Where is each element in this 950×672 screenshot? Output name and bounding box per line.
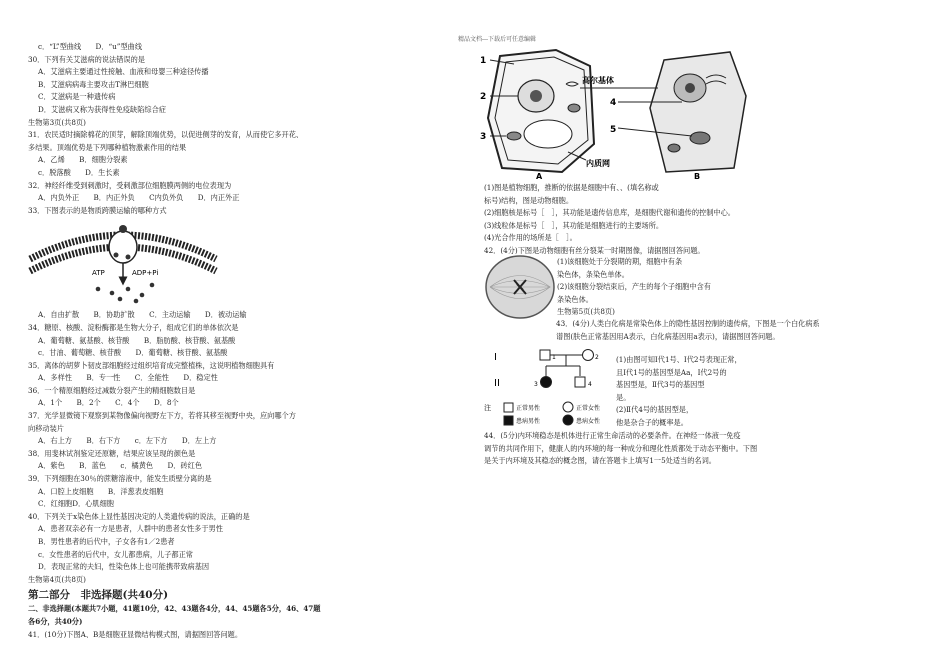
section-note-line2: 各6分，共40分) — [28, 616, 83, 626]
left-text-line: c．“L”型曲线 D．“u”型曲线 — [38, 42, 143, 51]
q43-text-line: (1)由图可知Ⅰ代1号、Ⅰ代2号表现正常， — [616, 355, 742, 364]
pedigree-num-4: 4 — [588, 381, 592, 388]
pedigree-svg — [484, 346, 614, 426]
left-text-line: A．内负外正 B．内正外负 C内负外负 D．内正外正 — [38, 193, 240, 203]
generation-1-label: I — [494, 352, 497, 363]
legend-normal-male: 正常男性 — [516, 405, 541, 412]
cell-label-a: A — [536, 172, 543, 180]
left-text-line: 35．离体的胡萝卜韧皮部细胞经过组织培育成完整植株，这说明植物细胞具有 — [28, 360, 275, 370]
q43-intro-text-line: 43．(4分)人类白化病是常染色体上的隐性基因控制的遗传病，下图是一个白化病系 — [556, 319, 820, 328]
q42-text-line: 条染色体。 — [557, 294, 593, 304]
pedigree-figure — [484, 346, 614, 426]
left-text-line: 38．用斐林试剂鉴定还原糖，结果应该呈现的颜色是 — [28, 448, 196, 458]
left-text-line: 生物第3页(共8页) — [28, 117, 86, 127]
left-text-line: 生物第4页(共8页) — [28, 574, 86, 584]
question-42-block — [557, 256, 937, 319]
q41-text-line: (3)线粒体是标号［ ］，其功能是细胞进行的主要场所。 — [484, 220, 664, 230]
legend-sick-female: 患病女性 — [576, 418, 601, 425]
cell-structure-figure — [478, 48, 758, 180]
question-41: 41．(10分)下图A、B是细胞亚显微结构模式图，请据图回答问题。 — [28, 629, 243, 639]
cell-label-1: 1 — [480, 56, 487, 66]
q43-text-line: (2)Ⅱ代4号的基因型是， — [616, 405, 694, 415]
left-text-line: c．脱落酸 D．生长素 — [38, 167, 120, 177]
adp-label: ADP+Pi — [132, 269, 159, 278]
q43-text-line: 基因型是，Ⅱ代3号的基因型 — [616, 380, 705, 390]
left-text-line: 39．下列细胞在30％的蔗糖溶液中，能发生质壁分离的是 — [28, 474, 212, 484]
cell-svg — [478, 48, 758, 180]
left-column — [28, 41, 468, 641]
q41-text-line: (1)图是植物细胞，推断的依据是细胞中有、、(填名称或 — [484, 183, 659, 192]
q42-text-line: 染色体，条染色单体。 — [557, 269, 629, 279]
left-text-line: 多结果。顶端优势是下列哪种植物激素作用的结果 — [28, 142, 187, 152]
pedigree-num-3: 3 — [534, 381, 538, 388]
left-text-line: 33．下图表示的是物质跨膜运输的哪种方式 — [28, 205, 167, 215]
section-title: 第二部分 非选择题(共40分) — [28, 589, 169, 602]
cell-label-2: 2 — [480, 92, 487, 102]
left-text-line: A．乙烯 B．细胞分裂素 — [38, 155, 128, 165]
left-text-line: 向移动装片 — [28, 423, 64, 433]
legend-sick-male: 患病男性 — [516, 418, 541, 425]
q44-text-line: 调节的共同作用下，健康人的内环境的每一种成分和理化性质都处于动态平衡中。下图 — [484, 443, 758, 453]
q41-text-line: 42．(4分)下图是动物细胞有丝分裂某一时期图像，请据图回答问题。 — [484, 245, 705, 255]
q43-intro-text-line: 谱图(肤色正常基因用A表示，白化病基因用a表示)，请据图回答问题。 — [556, 331, 780, 341]
q42-text-line: 生物第5页(共8页) — [557, 307, 615, 317]
left-text-line: B．艾滋病病毒主要攻击T淋巴细胞 — [38, 79, 149, 89]
left-text-line: 36．一个精原细胞经过减数分裂产生的精细胞数目是 — [28, 385, 196, 395]
legend-normal-female: 正常女性 — [576, 405, 601, 412]
q41-text-line: (2)细胞核是标号［ ］，其功能是遗传信息库，是细胞代谢和遗传的控制中心。 — [484, 208, 735, 218]
q44-text-line: 44．(5分)内环境稳态是机体进行正常生命活动的必要条件。在神经一体液一免疫 — [484, 431, 741, 440]
q43-text-line: 他是杂合子的概率是。 — [616, 417, 688, 427]
left-text-line: D．表现正常的夫妇，性染色体上也可能携带致病基因 — [38, 562, 210, 572]
generation-2-label: II — [494, 378, 500, 389]
left-text-line: c．女性患者的后代中，女儿都患病，儿子都正常 — [38, 549, 193, 559]
question-44-block — [484, 430, 934, 468]
left-text-line: A．1个 B．2个 C．4个 D．8个 — [38, 398, 179, 408]
left-text-line: 32．神经纤维受到刺激时，受刺激部位细胞膜两侧的电位表现为 — [28, 180, 232, 190]
page-header-note: 精品文档---下载后可任意编辑 — [457, 36, 537, 43]
left-text-line: A．紫色 B．蓝色 c．橘黄色 D．砖红色 — [38, 461, 203, 471]
cell-label-4: 4 — [610, 98, 617, 108]
legend-prefix: 注 — [484, 404, 491, 412]
q42-text-line: (2)该细胞分裂结束后，产生的每个子细胞中含有 — [557, 282, 711, 292]
q41-text-line: (4)光合作用的场所是［ ］。 — [484, 233, 577, 243]
q41-text-line: 标号)结构，图是动物细胞。 — [484, 195, 574, 205]
left-text-line: A．患者双亲必有一方是患者，人群中的患者女性多于男性 — [38, 524, 223, 534]
membrane-svg — [28, 219, 218, 305]
left-text-line: A．自由扩散 B．协助扩散 C．主动运输 D．被动运输 — [38, 310, 247, 320]
atp-label: ATP — [92, 269, 105, 278]
left-text-line: 34．糖原、核酸、淀粉酶都是生物大分子，组成它们的单体依次是 — [28, 322, 239, 332]
left-text-line: 40．下列关于x染色体上显性基因决定的人类遗传病的说法，正确的是 — [28, 511, 250, 521]
q43-text-line: 是。 — [616, 392, 631, 402]
question-43-block — [616, 354, 936, 430]
left-text-line: A．葡萄糖、氨基酸、核苷酸 B．脂肪酸、核苷酸、氨基酸 — [38, 335, 236, 345]
left-text-line: A．艾滋病主要通过性接触、血液和母婴三种途径传播 — [38, 67, 209, 77]
left-text-line: A．口腔上皮细胞 B．洋葱表皮细胞 — [38, 486, 164, 496]
left-text-line: B．男性患者的后代中，子女各有1／2患者 — [38, 537, 175, 546]
q44-text-line: 是关于内环境及其稳态的概念图，请在答题卡上填写1一5处适当的名词。 — [484, 456, 716, 466]
pedigree-num-1: 1 — [552, 354, 556, 361]
golgi-label: 高尔基体 — [582, 76, 614, 85]
cell-label-b: B — [694, 172, 701, 180]
left-text-line: C．红细胞D．心肌细胞 — [38, 499, 114, 509]
cell-label-5: 5 — [610, 125, 617, 135]
q43-text-line: 且Ⅰ代1号的基因型是Aa，Ⅰ代2号的 — [616, 367, 727, 377]
q42-text-line: (1)该细胞处于分裂期的期，细胞中有条 — [557, 257, 683, 266]
left-text-line: 37．光学显微镜下观察到某物像偏向视野左下方，若将其移至视野中央，应向哪个方 — [28, 411, 296, 421]
left-text-line: A．右上方 B．右下方 c．左下方 D．左上方 — [38, 436, 217, 446]
pedigree-num-2: 2 — [595, 354, 599, 361]
section-note-line1: 二、非选择题(本题共7小题，41题10分，42、43题各4分，44、45题各5分，46、47题 — [28, 604, 321, 614]
left-text-line: c．甘油、葡萄糖、核苷酸 D．葡萄糖、核苷酸、氨基酸 — [38, 348, 228, 358]
right-block-1 — [484, 182, 934, 258]
question-43-intro — [556, 318, 936, 343]
left-text-line: A．多样性 B．专一性 C．全能性 D．稳定性 — [38, 373, 218, 383]
left-text-line: 31．农民适时摘除棉花的顶芽，解除顶端优势，以促进侧芽的发育，从而使它多开花、 — [28, 130, 304, 140]
er-label: 内质网 — [586, 159, 610, 168]
left-text-line: 30．下列有关艾滋病的说法错误的是 — [28, 54, 145, 64]
cell-label-3: 3 — [480, 132, 487, 142]
left-text-line: C．艾滋病是一种遗传病 — [38, 92, 116, 102]
left-text-line: D．艾滋病又称为获得性免疫缺陷综合症 — [38, 104, 166, 114]
mitosis-svg — [484, 254, 556, 320]
mitosis-figure — [484, 254, 556, 320]
membrane-transport-figure — [28, 219, 218, 305]
